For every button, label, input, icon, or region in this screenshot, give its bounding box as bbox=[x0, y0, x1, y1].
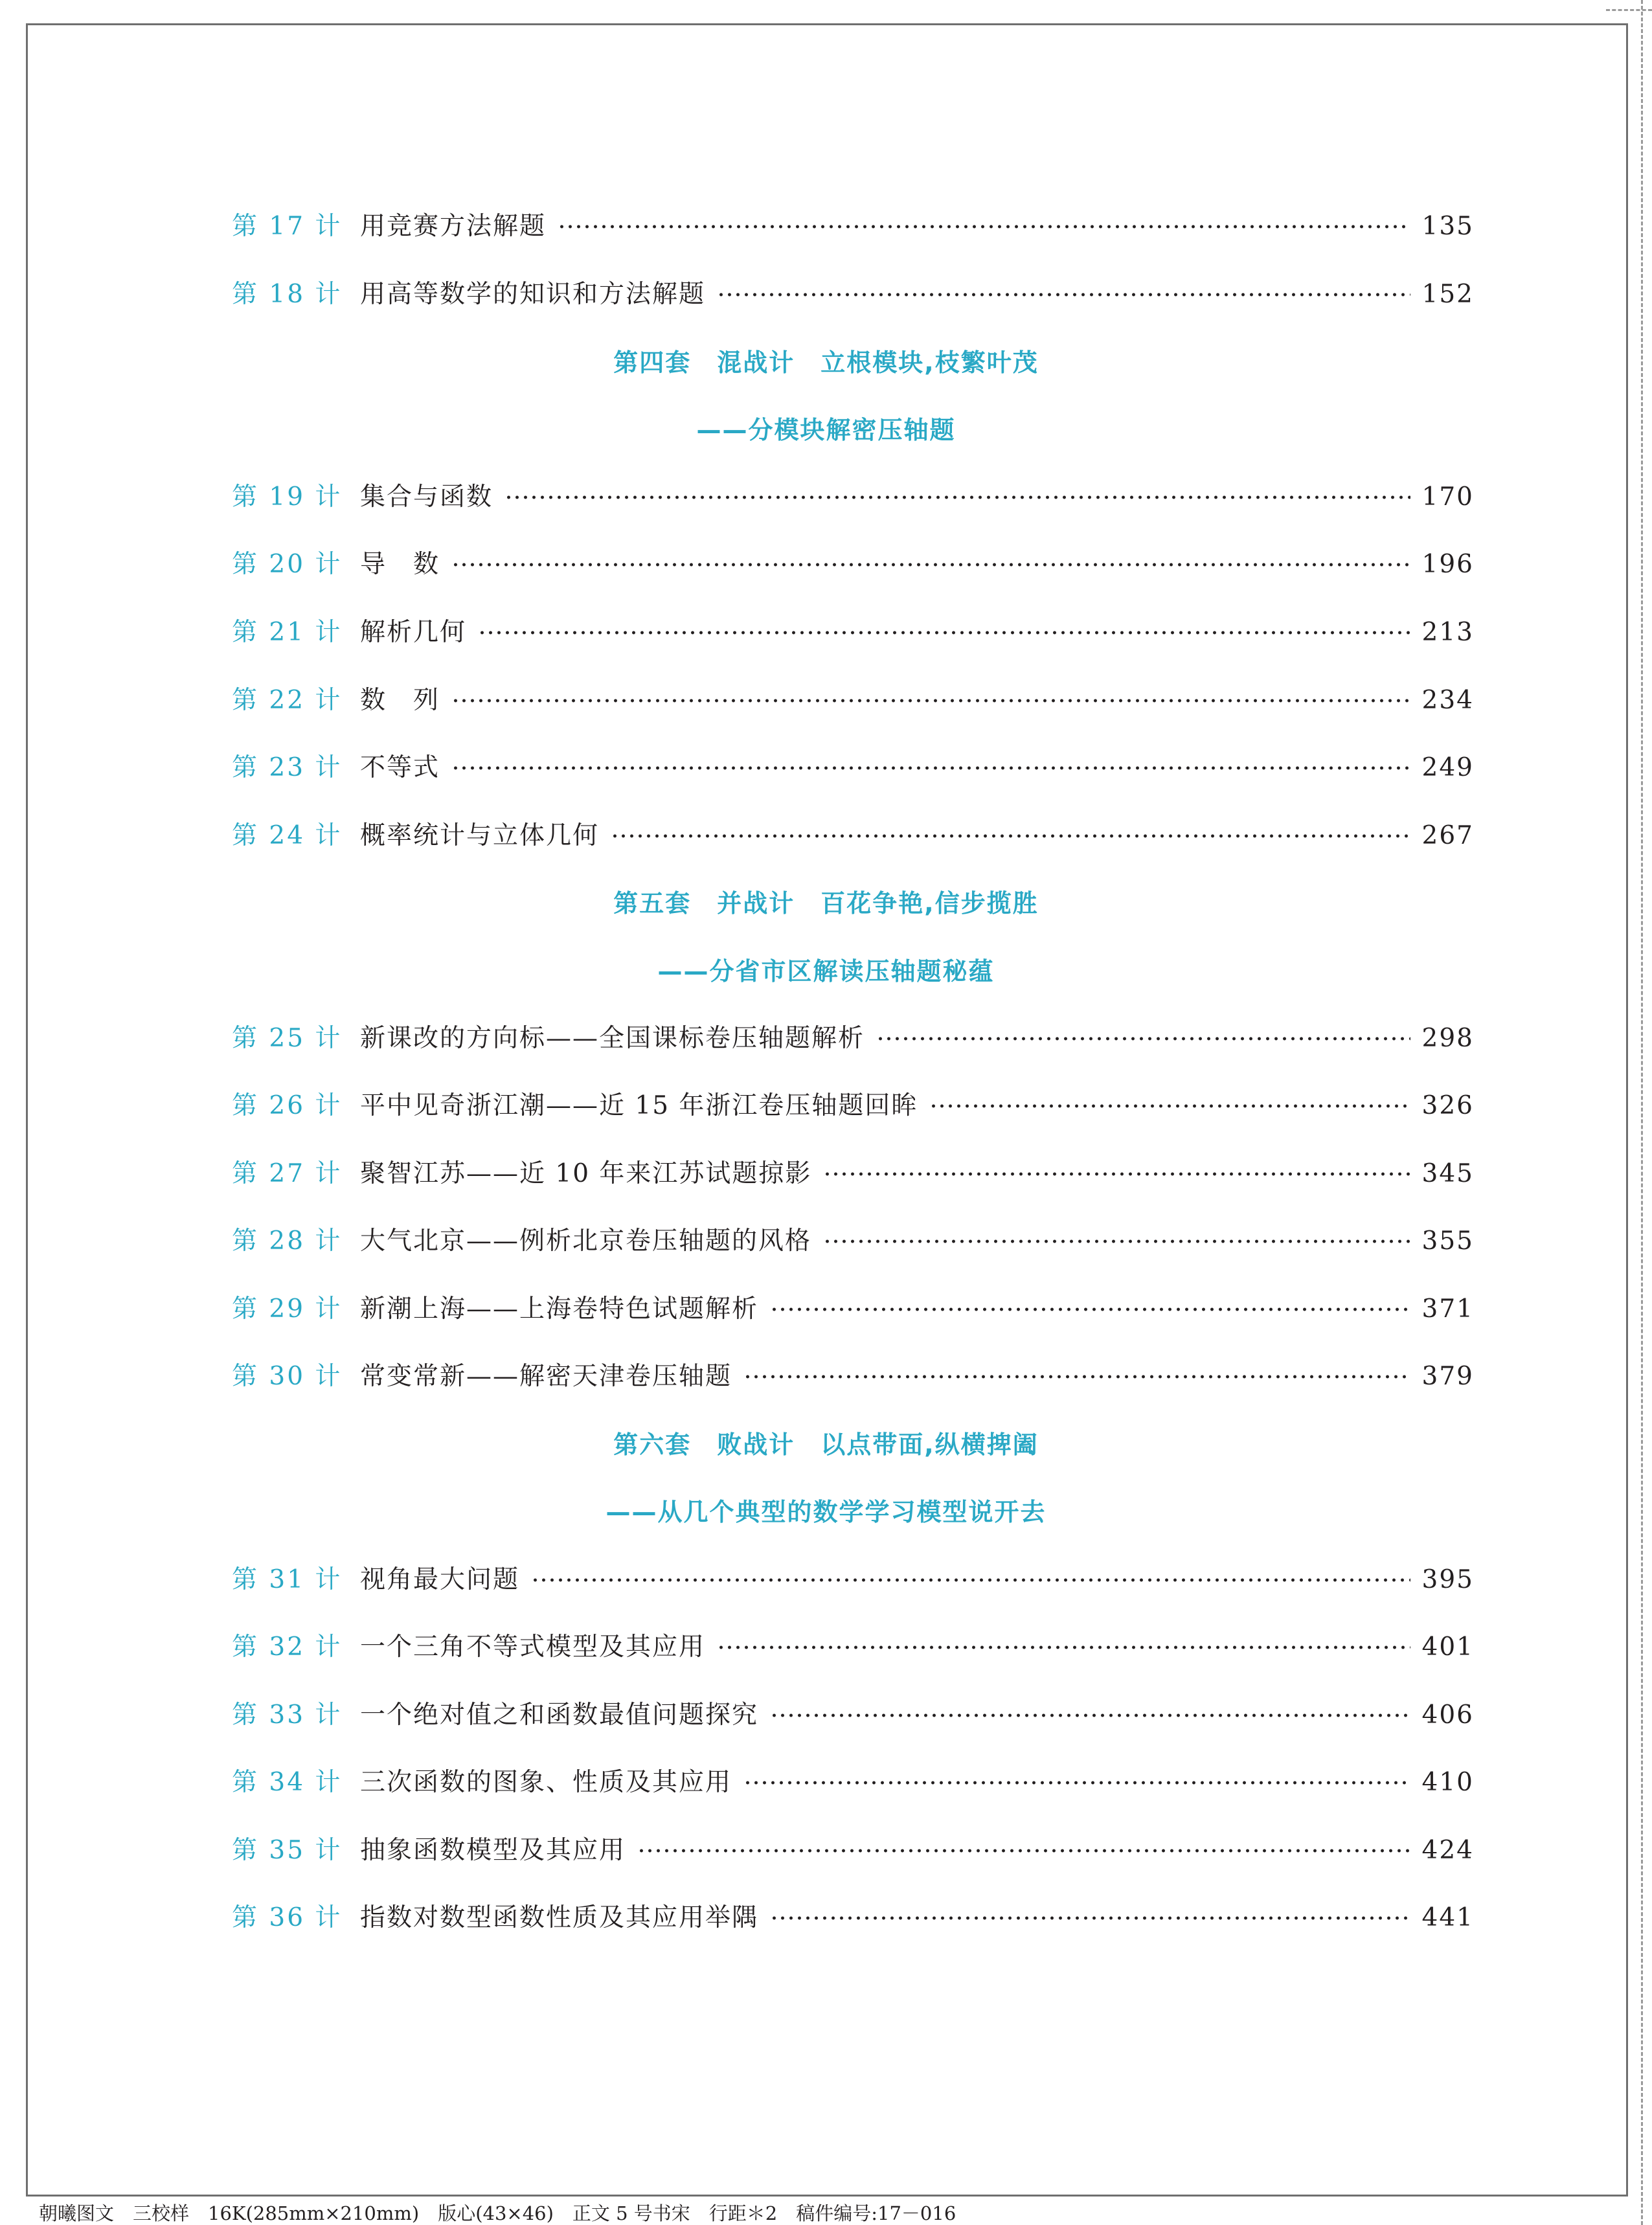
entry-title: 一个绝对值之和函数最值问题探究 bbox=[360, 1700, 759, 1730]
dot-leader bbox=[770, 1914, 1410, 1922]
dot-leader bbox=[929, 1102, 1410, 1110]
toc-entry[interactable] bbox=[232, 1899, 1474, 1937]
entry-title: 概率统计与立体几何 bbox=[360, 821, 600, 850]
toc-entry[interactable] bbox=[232, 1019, 1474, 1058]
section-heading: 第四套 混战计 立根模块,枝繁叶茂 bbox=[613, 348, 1039, 377]
entry-title: 新课改的方向标——全国课标卷压轴题解析 bbox=[360, 1024, 865, 1053]
entry-title: 用竞赛方法解题 bbox=[360, 212, 547, 241]
trim-line bbox=[1641, 0, 1643, 2225]
entry-title: 集合与函数 bbox=[360, 482, 493, 512]
entry-title: 新潮上海——上海卷特色试题解析 bbox=[360, 1294, 759, 1324]
dot-leader bbox=[558, 223, 1410, 231]
toc-entry[interactable] bbox=[232, 478, 1474, 517]
dot-leader bbox=[451, 697, 1410, 705]
dot-leader bbox=[876, 1035, 1410, 1043]
entry-page: 298 bbox=[1421, 1024, 1474, 1053]
entry-title: 不等式 bbox=[360, 753, 440, 782]
entry-title: 三次函数的图象、性质及其应用 bbox=[360, 1768, 732, 1797]
entry-title: 常变常新——解密天津卷压轴题 bbox=[360, 1362, 732, 1391]
dot-leader bbox=[743, 1779, 1410, 1787]
entry-page: 135 bbox=[1421, 212, 1474, 241]
entry-title: 聚智江苏——近 10 年来江苏试题掠影 bbox=[360, 1159, 812, 1188]
entry-number: 第 34 计 bbox=[232, 1768, 343, 1797]
entry-number: 第 17 计 bbox=[232, 212, 343, 241]
entry-title: 指数对数型函数性质及其应用举隅 bbox=[360, 1903, 759, 1932]
toc-entry[interactable] bbox=[232, 207, 1474, 246]
toc-entry[interactable] bbox=[232, 613, 1474, 652]
entry-title: 视角最大问题 bbox=[360, 1565, 520, 1594]
entry-number: 第 25 计 bbox=[232, 1024, 343, 1053]
entry-number: 第 23 计 bbox=[232, 753, 343, 782]
toc-entry[interactable] bbox=[232, 1155, 1474, 1193]
entry-page: 170 bbox=[1421, 482, 1474, 512]
section-subheading: ——分模块解密压轴题 bbox=[696, 416, 956, 444]
toc-entry[interactable] bbox=[232, 545, 1474, 584]
dot-leader bbox=[531, 1576, 1410, 1584]
entry-title: 抽象函数模型及其应用 bbox=[360, 1836, 626, 1865]
section-heading: 第五套 并战计 百花争艳,信步揽胜 bbox=[613, 889, 1039, 918]
dot-leader bbox=[717, 1643, 1410, 1651]
entry-page: 441 bbox=[1421, 1903, 1474, 1932]
entry-number: 第 26 计 bbox=[232, 1091, 343, 1120]
toc-entry[interactable] bbox=[232, 1696, 1474, 1735]
entry-number: 第 22 计 bbox=[232, 686, 343, 715]
entry-page: 267 bbox=[1421, 821, 1474, 850]
entry-page: 326 bbox=[1421, 1091, 1474, 1120]
toc-entry[interactable] bbox=[232, 275, 1474, 314]
dot-leader bbox=[823, 1170, 1410, 1178]
entry-number: 第 21 计 bbox=[232, 618, 343, 647]
toc-entry[interactable] bbox=[232, 1831, 1474, 1870]
entry-title: 数 列 bbox=[360, 686, 440, 715]
section-heading: 第六套 败战计 以点带面,纵横捭阖 bbox=[613, 1430, 1039, 1459]
entry-title: 一个三角不等式模型及其应用 bbox=[360, 1632, 706, 1662]
entry-page: 249 bbox=[1421, 753, 1474, 782]
entry-number: 第 20 计 bbox=[232, 550, 343, 579]
entry-title: 平中见奇浙江潮——近 15 年浙江卷压轴题回眸 bbox=[360, 1091, 918, 1120]
toc-entry[interactable] bbox=[232, 1628, 1474, 1667]
dot-leader bbox=[611, 832, 1410, 840]
dot-leader bbox=[770, 1711, 1410, 1719]
entry-number: 第 30 计 bbox=[232, 1362, 343, 1391]
section-subheading: ——从几个典型的数学学习模型说开去 bbox=[605, 1498, 1047, 1526]
entry-page: 406 bbox=[1421, 1700, 1474, 1730]
entry-page: 410 bbox=[1421, 1768, 1474, 1797]
entry-page: 395 bbox=[1421, 1565, 1474, 1594]
print-slug: 朝曦图文 三校样 16K(285mm×210mm) 版心(43×46) 正文 5 号书宋 行距＊2 稿件编号:17－016 bbox=[39, 2202, 956, 2224]
entry-page: 152 bbox=[1421, 280, 1474, 309]
dot-leader bbox=[743, 1373, 1410, 1381]
dot-leader bbox=[478, 629, 1410, 637]
toc-entry[interactable] bbox=[232, 1290, 1474, 1329]
entry-number: 第 28 计 bbox=[232, 1226, 343, 1256]
toc-entry[interactable] bbox=[232, 1087, 1474, 1125]
section-subheading: ——分省市区解读压轴题秘蕴 bbox=[657, 957, 995, 986]
dot-leader bbox=[504, 493, 1410, 501]
entry-title: 解析几何 bbox=[360, 618, 467, 647]
entry-page: 355 bbox=[1421, 1226, 1474, 1256]
dot-leader bbox=[717, 291, 1410, 299]
toc-entry[interactable] bbox=[232, 1357, 1474, 1396]
entry-number: 第 33 计 bbox=[232, 1700, 343, 1730]
dot-leader bbox=[770, 1305, 1410, 1313]
trim-mark bbox=[1606, 9, 1652, 11]
toc-entry[interactable] bbox=[232, 749, 1474, 787]
entry-title: 用高等数学的知识和方法解题 bbox=[360, 280, 706, 309]
entry-title: 大气北京——例析北京卷压轴题的风格 bbox=[360, 1226, 812, 1256]
toc-entry[interactable] bbox=[232, 681, 1474, 720]
entry-title: 导 数 bbox=[360, 550, 440, 579]
entry-page: 345 bbox=[1421, 1159, 1474, 1188]
entry-number: 第 29 计 bbox=[232, 1294, 343, 1324]
toc-entry[interactable] bbox=[232, 1222, 1474, 1261]
entry-number: 第 31 计 bbox=[232, 1565, 343, 1594]
entry-page: 401 bbox=[1421, 1632, 1474, 1662]
entry-number: 第 19 计 bbox=[232, 482, 343, 512]
entry-page: 213 bbox=[1421, 618, 1474, 647]
dot-leader bbox=[637, 1847, 1410, 1855]
entry-number: 第 32 计 bbox=[232, 1632, 343, 1662]
entry-page: 234 bbox=[1421, 686, 1474, 715]
entry-page: 424 bbox=[1421, 1836, 1474, 1865]
toc-entry[interactable] bbox=[232, 1561, 1474, 1599]
dot-leader bbox=[823, 1237, 1410, 1245]
entry-number: 第 18 计 bbox=[232, 280, 343, 309]
entry-number: 第 36 计 bbox=[232, 1903, 343, 1932]
entry-number: 第 24 计 bbox=[232, 821, 343, 850]
entry-page: 196 bbox=[1421, 550, 1474, 579]
entry-number: 第 27 计 bbox=[232, 1159, 343, 1188]
entry-number: 第 35 计 bbox=[232, 1836, 343, 1865]
entry-page: 379 bbox=[1421, 1362, 1474, 1391]
dot-leader bbox=[451, 561, 1410, 569]
dot-leader bbox=[451, 764, 1410, 772]
toc-entry[interactable] bbox=[232, 817, 1474, 855]
toc-entry[interactable] bbox=[232, 1763, 1474, 1802]
entry-page: 371 bbox=[1421, 1294, 1474, 1324]
